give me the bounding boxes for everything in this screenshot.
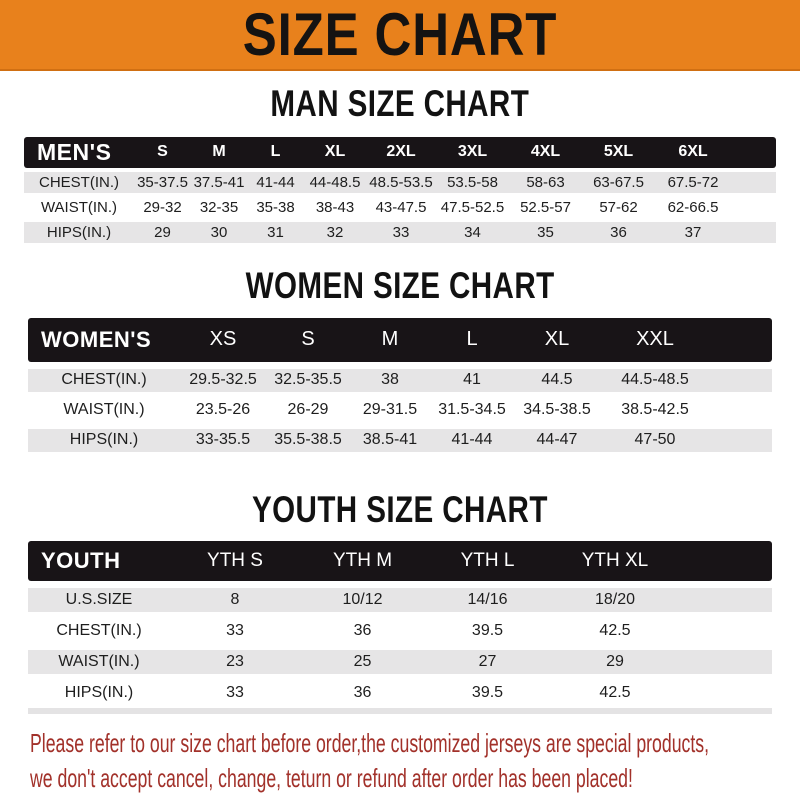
size-cell: 32	[304, 222, 366, 243]
column-header: M	[191, 137, 247, 168]
size-cell: 44.5-48.5	[600, 369, 710, 392]
size-cell: 35	[509, 222, 582, 243]
column-header: XL	[514, 318, 600, 362]
size-cell: 14/16	[425, 588, 550, 612]
table-row	[28, 429, 772, 452]
column-header: XXL	[600, 318, 710, 362]
women-size-table	[28, 311, 772, 459]
size-cell: 33	[170, 681, 300, 705]
row-label: WAIST(IN.)	[28, 650, 170, 674]
youth-size-table	[28, 534, 772, 712]
size-cell: 31.5-34.5	[430, 399, 514, 422]
size-cell: 30	[191, 222, 247, 243]
row-label: HIPS(IN.)	[28, 681, 170, 705]
size-cell: 27	[425, 650, 550, 674]
size-cell: 33	[170, 619, 300, 643]
size-cell: 35.5-38.5	[266, 429, 350, 452]
size-cell: 42.5	[550, 681, 680, 705]
size-cell: 47.5-52.5	[436, 197, 509, 218]
size-cell: 8	[170, 588, 300, 612]
size-cell: 38.5-42.5	[600, 399, 710, 422]
spacer-cell	[731, 197, 776, 218]
size-cell: 52.5-57	[509, 197, 582, 218]
size-cell: 10/12	[300, 588, 425, 612]
women-heading-text: WOMEN SIZE CHART	[245, 264, 555, 306]
size-cell: 43-47.5	[366, 197, 436, 218]
size-cell: 39.5	[425, 619, 550, 643]
men-size-table	[24, 133, 776, 247]
youth-table-bottom-strip	[28, 708, 772, 714]
column-header: 2XL	[366, 137, 436, 168]
size-cell: 53.5-58	[436, 172, 509, 193]
table-row	[24, 222, 776, 243]
size-cell: 41-44	[247, 172, 304, 193]
row-label: U.S.SIZE	[28, 588, 170, 612]
size-cell: 57-62	[582, 197, 655, 218]
size-cell: 33	[366, 222, 436, 243]
column-header: XS	[180, 318, 266, 362]
women-section-heading	[0, 264, 800, 306]
table-row	[28, 399, 772, 422]
men-corner-label: MEN'S	[24, 137, 134, 168]
table-row	[24, 197, 776, 218]
column-header: M	[350, 318, 430, 362]
column-header: 4XL	[509, 137, 582, 168]
spacer-cell	[731, 172, 776, 193]
size-cell: 29.5-32.5	[180, 369, 266, 392]
men-section-heading	[0, 85, 800, 124]
size-chart-banner	[0, 0, 800, 71]
size-cell: 38	[350, 369, 430, 392]
women-corner-label: WOMEN'S	[28, 318, 180, 362]
size-cell: 44-47	[514, 429, 600, 452]
size-cell: 29-32	[134, 197, 191, 218]
youth-header-row	[28, 541, 772, 581]
size-cell: 67.5-72	[655, 172, 731, 193]
spacer-cell	[680, 588, 772, 612]
row-label: HIPS(IN.)	[24, 222, 134, 243]
table-row	[28, 588, 772, 612]
size-cell: 62-66.5	[655, 197, 731, 218]
table-row	[28, 650, 772, 674]
size-cell: 37	[655, 222, 731, 243]
order-notice-line-1: Please refer to our size chart before order,the customized jerseys are special products,	[30, 727, 710, 758]
row-label: HIPS(IN.)	[28, 429, 180, 452]
size-cell: 32.5-35.5	[266, 369, 350, 392]
column-header: YTH XL	[550, 541, 680, 581]
youth-corner-label: YOUTH	[28, 541, 170, 581]
size-cell: 38-43	[304, 197, 366, 218]
spacer-cell	[680, 541, 772, 581]
column-header: 5XL	[582, 137, 655, 168]
size-cell: 58-63	[509, 172, 582, 193]
size-cell: 29	[550, 650, 680, 674]
spacer-cell	[710, 429, 772, 452]
size-cell: 34.5-38.5	[514, 399, 600, 422]
size-cell: 34	[436, 222, 509, 243]
size-cell: 32-35	[191, 197, 247, 218]
banner-title: SIZE CHART	[242, 0, 558, 68]
order-notice-line-2: we don't accept cancel, change, teturn or refund after order has been placed!	[30, 762, 633, 793]
spacer-cell	[710, 318, 772, 362]
size-cell: 26-29	[266, 399, 350, 422]
size-cell: 39.5	[425, 681, 550, 705]
size-cell: 47-50	[600, 429, 710, 452]
size-cell: 33-35.5	[180, 429, 266, 452]
spacer-cell	[731, 137, 776, 168]
size-cell: 31	[247, 222, 304, 243]
table-row	[28, 619, 772, 643]
size-cell: 41-44	[430, 429, 514, 452]
column-header: L	[247, 137, 304, 168]
size-cell: 44.5	[514, 369, 600, 392]
size-cell: 42.5	[550, 619, 680, 643]
size-cell: 25	[300, 650, 425, 674]
column-header: S	[134, 137, 191, 168]
column-header: YTH M	[300, 541, 425, 581]
size-cell: 35-37.5	[134, 172, 191, 193]
size-cell: 36	[300, 619, 425, 643]
row-label: WAIST(IN.)	[24, 197, 134, 218]
table-row	[28, 369, 772, 392]
youth-section-heading	[0, 488, 800, 530]
table-row	[24, 172, 776, 193]
column-header: S	[266, 318, 350, 362]
column-header: XL	[304, 137, 366, 168]
row-label: WAIST(IN.)	[28, 399, 180, 422]
spacer-cell	[710, 399, 772, 422]
size-cell: 38.5-41	[350, 429, 430, 452]
size-cell: 18/20	[550, 588, 680, 612]
size-cell: 23	[170, 650, 300, 674]
size-cell: 23.5-26	[180, 399, 266, 422]
column-header: 6XL	[655, 137, 731, 168]
men-heading-text: MAN SIZE CHART	[270, 83, 530, 124]
youth-heading-text: YOUTH SIZE CHART	[252, 488, 548, 530]
column-header: 3XL	[436, 137, 509, 168]
column-header: YTH S	[170, 541, 300, 581]
size-cell: 63-67.5	[582, 172, 655, 193]
women-header-row	[28, 318, 772, 362]
size-cell: 29	[134, 222, 191, 243]
spacer-cell	[680, 681, 772, 705]
table-row	[28, 681, 772, 705]
size-cell: 44-48.5	[304, 172, 366, 193]
size-cell: 29-31.5	[350, 399, 430, 422]
spacer-cell	[731, 222, 776, 243]
spacer-cell	[680, 619, 772, 643]
row-label: CHEST(IN.)	[24, 172, 134, 193]
row-label: CHEST(IN.)	[28, 619, 170, 643]
column-header: YTH L	[425, 541, 550, 581]
size-cell: 41	[430, 369, 514, 392]
size-cell: 48.5-53.5	[366, 172, 436, 193]
spacer-cell	[710, 369, 772, 392]
size-cell: 35-38	[247, 197, 304, 218]
row-label: CHEST(IN.)	[28, 369, 180, 392]
size-cell: 36	[582, 222, 655, 243]
size-cell: 36	[300, 681, 425, 705]
size-cell: 37.5-41	[191, 172, 247, 193]
order-notice	[0, 726, 800, 796]
men-header-row	[24, 137, 776, 168]
spacer-cell	[680, 650, 772, 674]
column-header: L	[430, 318, 514, 362]
